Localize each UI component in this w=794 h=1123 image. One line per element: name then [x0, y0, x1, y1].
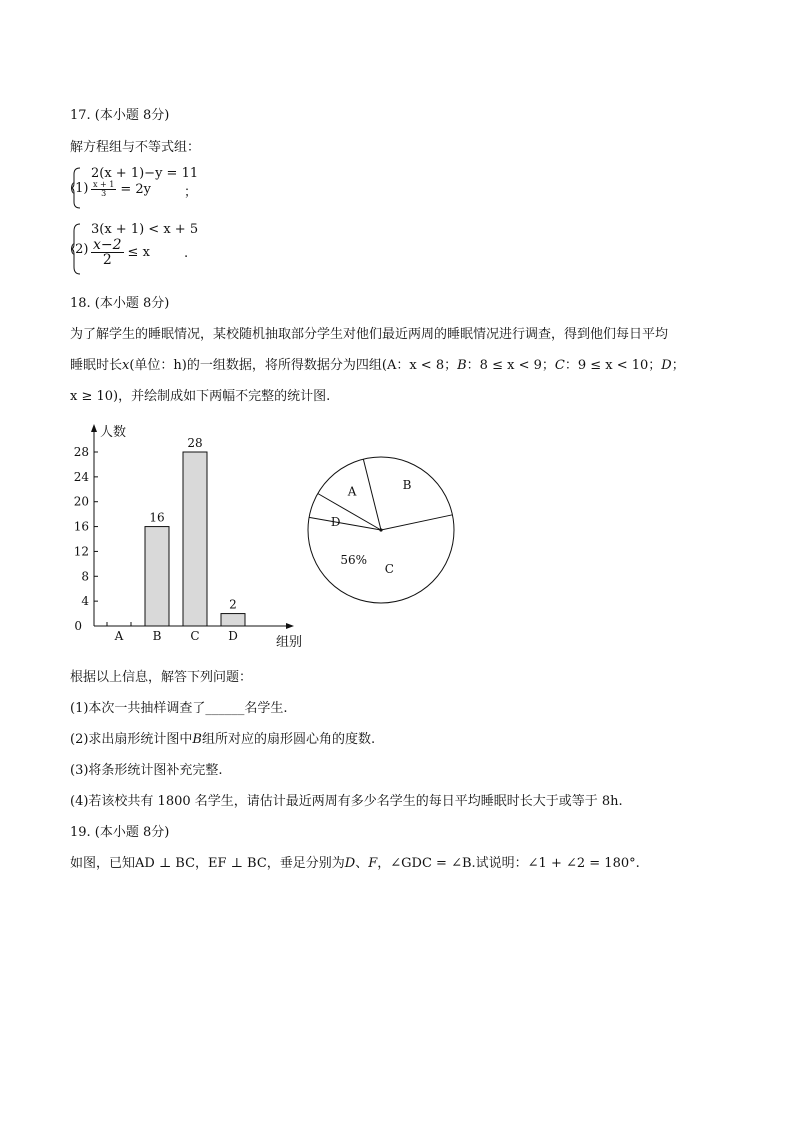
q18-header: 18. (本小题 8分) — [70, 296, 170, 311]
q19-text: 如图，已知AD ⊥ BC，EF ⊥ BC，垂足分别为D、F，∠GDC = ∠B.试说明：∠1 + ∠2 = 180°. — [70, 856, 640, 871]
q17-p2-label: (2) — [70, 242, 89, 257]
pie-percent-label: 56% — [340, 553, 367, 567]
y-tick-label: 8 — [81, 569, 89, 584]
q17-p2-line2: $\frac{x-2}{2}$ ≤ x — [93, 237, 150, 268]
q17-p1-tail: ； — [184, 185, 198, 200]
x-axis-label: 组别 — [276, 635, 303, 650]
answer-blank[interactable]: ______ — [205, 701, 245, 716]
pie-slice-label: A — [347, 484, 357, 499]
q17-header: 17. (本小题 8分) — [70, 108, 170, 123]
inequality-system-2 — [70, 222, 270, 276]
pie-center — [379, 528, 382, 531]
q18-question-1: (1)本次一共抽样调查了______名学生. — [70, 701, 288, 716]
system-brace-1 — [70, 166, 82, 210]
q18-para-line1: 为了解学生的睡眠情况，某校随机抽取部分学生对他们最近两周的睡眠情况进行调查，得到他们每日平均 — [70, 327, 669, 342]
pie-slice-label: C — [384, 562, 394, 577]
q17-instruction: 解方程组与不等式组： — [70, 140, 201, 155]
q18-question-4: (4)若该校共有 1800 名学生，请估计最近两周有多少名学生的每日平均睡眠时长大于或等于 8h. — [70, 794, 623, 809]
x-tick-label: A — [114, 629, 124, 643]
q18-para-line3: x ≥ 10)，并绘制成如下两幅不完整的统计图. — [70, 389, 331, 404]
q17-p2-line1: 3(x + 1) < x + 5 — [91, 222, 199, 237]
equation-system-1 — [70, 166, 270, 210]
system-brace-2 — [70, 222, 82, 276]
pie-slice-label: D — [330, 515, 341, 530]
data-label: 2 — [229, 597, 237, 612]
q17-p1-line2: $\frac{x + 1}{3}$ = 2y — [93, 180, 152, 198]
fraction: $\frac{x-2}{2}$ — [93, 237, 122, 268]
q19-header: 19. (本小题 8分) — [70, 825, 170, 840]
x-tick-label: B — [152, 629, 162, 643]
q17-p1-line1: 2(x + 1)−y = 11 — [91, 166, 199, 181]
y-tick-label: 4 — [81, 594, 89, 609]
bar-chart — [60, 418, 310, 650]
y-tick-label: 12 — [73, 544, 89, 559]
y-tick-label: 20 — [73, 494, 89, 509]
y-tick-label: 28 — [73, 445, 89, 459]
x-tick-label: D — [228, 629, 238, 643]
q17-p2-tail: . — [184, 246, 189, 261]
q18-question-2: (2)求出扇形统计图中B组所对应的扇形圆心角的度数. — [70, 732, 376, 747]
bar — [145, 527, 169, 626]
y-tick-label: 0 — [74, 619, 82, 633]
q17-p1-label: (1) — [70, 181, 89, 196]
y-axis-label: 人数 — [100, 425, 127, 440]
pie-slice-label: B — [402, 477, 412, 492]
x-tick-label: C — [190, 629, 200, 643]
bar — [183, 452, 207, 626]
data-label: 16 — [149, 510, 165, 525]
y-axis-arrow — [91, 424, 97, 432]
x-axis-arrow — [286, 623, 294, 629]
fraction: $\frac{x + 1}{3}$ — [93, 180, 115, 198]
y-tick-label: 24 — [73, 469, 89, 484]
bar — [221, 614, 245, 626]
q18-para-line2: 睡眠时长x(单位：h)的一组数据，将所得数据分为四组(A：x < 8；B：8 ≤ x < 9；C：9 ≤ x < 10；D； — [70, 358, 685, 373]
q18-question-3: (3)将条形统计图补充完整. — [70, 763, 223, 778]
q18-questions-intro: 根据以上信息，解答下列问题： — [70, 670, 253, 685]
data-label: 28 — [187, 436, 203, 450]
pie-chart — [300, 450, 460, 610]
y-tick-label: 16 — [73, 519, 89, 534]
